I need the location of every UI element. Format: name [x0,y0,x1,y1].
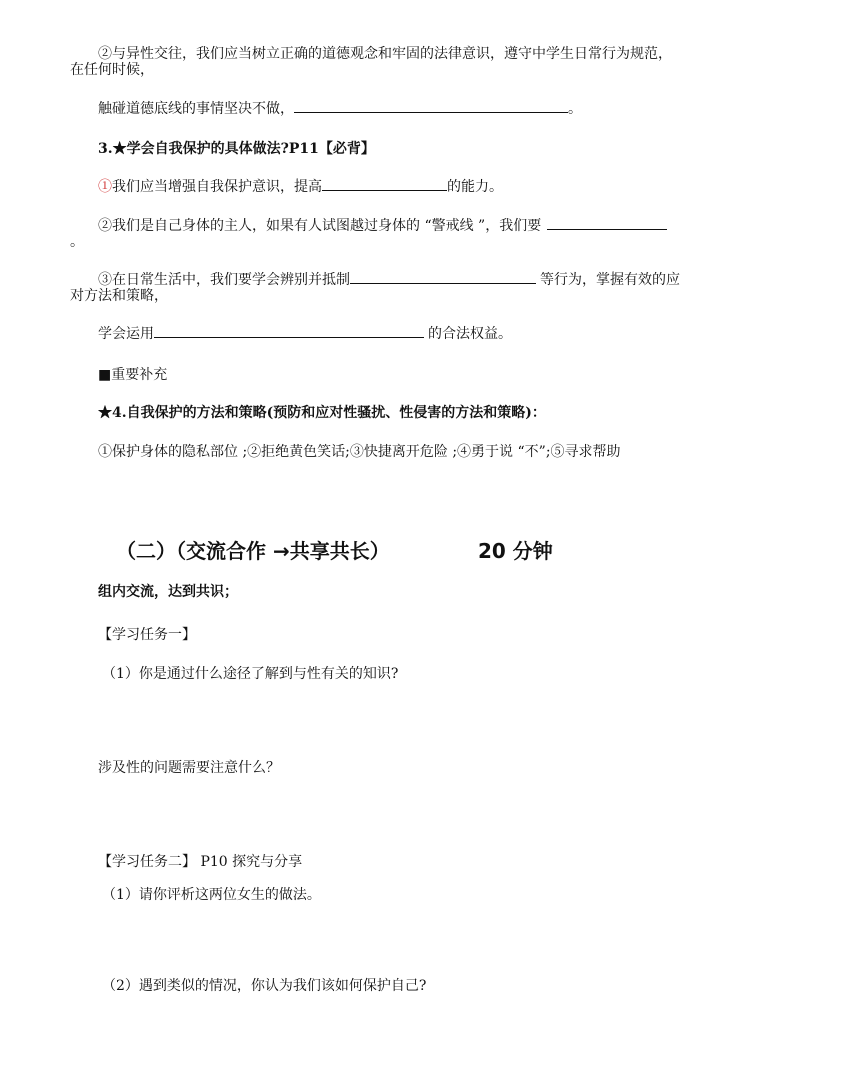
answer-blank[interactable] [322,178,447,191]
part-title: （二）（交流合作 →共享共长） [116,539,390,563]
question: （1）你是通过什么途径了解到与性有关的知识? [102,666,399,682]
section-heading: ★4.自我保护的方法和策略(预防和应对性骚扰、性侵害的方法和策略)： [98,405,546,421]
fill-in-line [98,100,582,118]
question: 涉及性的问题需要注意什么？ [98,760,280,776]
fill-in-line [98,271,680,289]
text: ③在日常生活中，我们要学会辨别并抵制 [98,272,350,288]
paragraph-line: 。 [70,234,84,250]
text: 学会运用 [98,326,154,342]
paragraph-line: 对方法和策略， [70,288,168,304]
item-number: ① [98,179,112,195]
answer-blank[interactable] [154,325,424,338]
text: ②我们是自己身体的主人，如果有人试图越过身体的 “警戒线 ”，我们要 [98,218,542,234]
supplement-label: ■重要补充 [98,367,168,383]
task-heading: 【学习任务二】 P10 探究与分享 [98,854,303,870]
question: （1）请你评析这两位女生的做法。 [102,887,321,903]
answer-blank[interactable] [547,217,667,230]
task-heading: 【学习任务一】 [98,627,196,643]
question: （2）遇到类似的情况，你认为我们该如何保护自己? [102,978,427,994]
section-heading: 3.★学会自我保护的具体做法?P11【必背】 [98,141,375,157]
answer-blank[interactable] [294,100,568,113]
strategy-list: ①保护身体的隐私部位 ;②拒绝黄色笑话;③快捷离开危险 ;④勇于说 “不”;⑤寻求帮助 [98,444,621,460]
part-time: 20 分钟 [478,539,553,563]
fill-in-line [98,217,667,235]
fill-in-line [98,325,512,343]
text: 。 [568,101,582,117]
intro-text: 组内交流，达到共识； [98,584,238,600]
text: 触碰道德底线的事情坚决不做， [98,101,294,117]
answer-blank[interactable] [350,271,536,284]
paragraph-line: 在任何时候， [70,62,154,78]
text: 的能力。 [447,179,503,195]
fill-in-line [98,178,503,196]
text: 我们应当增强自我保护意识，提高 [112,179,322,195]
text: 等行为，掌握有效的应 [540,272,680,288]
paragraph-line: ②与异性交往，我们应当树立正确的道德观念和牢固的法律意识，遵守中学生日常行为规范， [98,46,672,62]
text: 的合法权益。 [428,326,512,342]
